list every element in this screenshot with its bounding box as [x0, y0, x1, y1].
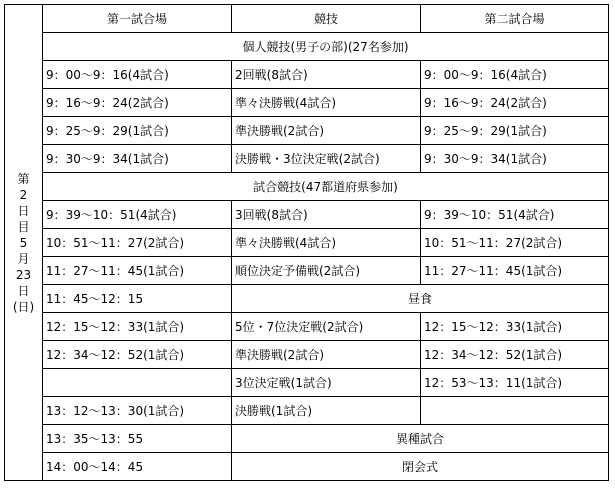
- court2-time: 12：53～13：11(1試合): [421, 369, 609, 397]
- day-label: 第 2 日 目 5 月 23 日 (日): [5, 5, 43, 481]
- table-row: [5, 229, 609, 257]
- exhibition-time: 13：35～13：55: [43, 425, 232, 453]
- table-row: [5, 117, 609, 145]
- court2-time: 9：16～9：24(2試合): [421, 89, 609, 117]
- header-event: 競技: [232, 5, 421, 33]
- table-row: [5, 397, 609, 425]
- court1-time: 9：00～9：16(4試合): [43, 61, 232, 89]
- lunch-time: 11：45～12：15: [43, 285, 232, 313]
- court2-time: 12：34～12：52(1試合): [421, 341, 609, 369]
- court2-time: 9：25～9：29(1試合): [421, 117, 609, 145]
- event-name: 決勝戦・3位決定戦(2試合): [232, 145, 421, 173]
- event-name: 5位・7位決定戦(2試合): [232, 313, 421, 341]
- table-row: [5, 313, 609, 341]
- court2-time: 9：30～9：34(1試合): [421, 145, 609, 173]
- event-name: 順位決定予備戦(2試合): [232, 257, 421, 285]
- court1-time: 9：16～9：24(2試合): [43, 89, 232, 117]
- lunch-row: [5, 285, 609, 313]
- closing-time: 14：00～14：45: [43, 453, 232, 481]
- table-row: [5, 89, 609, 117]
- event-name: 3位決定戦(1試合): [232, 369, 421, 397]
- court1-time: 12：34～12：52(1試合): [43, 341, 232, 369]
- event-name: 準々決勝戦(4試合): [232, 229, 421, 257]
- exhibition-label: 異種試合: [232, 425, 609, 453]
- event-name: 準決勝戦(2試合): [232, 117, 421, 145]
- section-team: 試合競技(47都道府県参加): [43, 173, 609, 201]
- court2-time: 11：27～11：45(1試合): [421, 257, 609, 285]
- court1-time: [43, 369, 232, 397]
- table-row: [5, 201, 609, 229]
- lunch-label: 昼食: [232, 285, 609, 313]
- court2-time: [421, 397, 609, 425]
- court1-time: 11：27～11：45(1試合): [43, 257, 232, 285]
- table-row: [5, 61, 609, 89]
- event-name: 準々決勝戦(4試合): [232, 89, 421, 117]
- court1-time: 10：51～11：27(2試合): [43, 229, 232, 257]
- header-court1: 第一試合場: [43, 5, 232, 33]
- court2-time: 12：15～12：33(1試合): [421, 313, 609, 341]
- court1-time: 13：12～13：30(1試合): [43, 397, 232, 425]
- event-name: 準決勝戦(2試合): [232, 341, 421, 369]
- section-individual: 個人競技(男子の部)(27名参加): [43, 33, 609, 61]
- table-row: [5, 257, 609, 285]
- header-row: [5, 5, 609, 33]
- court2-time: 10：51～11：27(2試合): [421, 229, 609, 257]
- court1-time: 12：15～12：33(1試合): [43, 313, 232, 341]
- event-name: 決勝戦(1試合): [232, 397, 421, 425]
- court1-time: 9：39～10：51(4試合): [43, 201, 232, 229]
- exhibition-row: [5, 425, 609, 453]
- court1-time: 9：25～9：29(1試合): [43, 117, 232, 145]
- header-court2: 第二試合場: [421, 5, 609, 33]
- court2-time: 9：00～9：16(4試合): [421, 61, 609, 89]
- table-row: [5, 369, 609, 397]
- closing-label: 閉会式: [232, 453, 609, 481]
- table-row: [5, 145, 609, 173]
- section-row: [5, 33, 609, 61]
- table-row: [5, 341, 609, 369]
- closing-row: [5, 453, 609, 481]
- court2-time: 9：39～10：51(4試合): [421, 201, 609, 229]
- section-row: [5, 173, 609, 201]
- event-name: 3回戦(8試合): [232, 201, 421, 229]
- court1-time: 9：30～9：34(1試合): [43, 145, 232, 173]
- schedule-table: [4, 4, 609, 481]
- event-name: 2回戦(8試合): [232, 61, 421, 89]
